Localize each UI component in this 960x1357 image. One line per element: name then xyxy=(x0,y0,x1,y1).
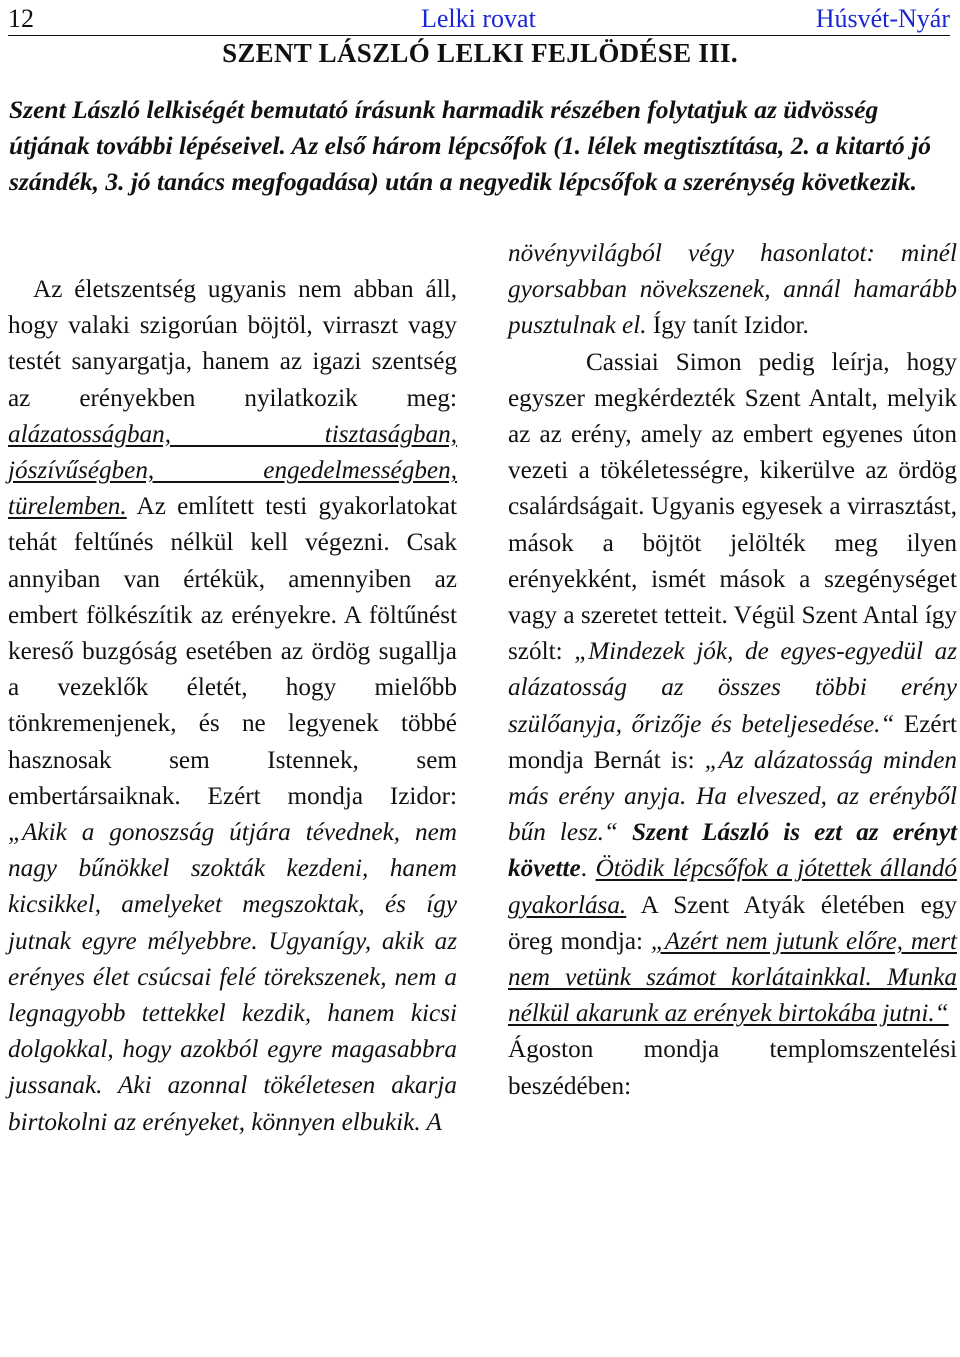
issue-link[interactable]: Húsvét-Nyár xyxy=(815,4,950,33)
emphasis-text: Szent László is ezt az erényt követte xyxy=(508,819,957,883)
body-text: Az életszentség ugyanis nem abban áll, hogy valaki szigorúan böjtöl, virraszt vagy testét sanyargatja, hanem az igazi szentség az erényekben nyilatkozik meg: xyxy=(8,276,457,412)
right-column xyxy=(508,236,957,1105)
izidor-quote: „Akik a gonoszság útjára tévednek, nem nagy bűnökkel szokták kezdeni, hanem kicsikkel, amelyeket megszoktak, és így jutnak egyre mélyebbre. Ugyanígy, akik az erényes élet csúcsai felé törekszenek, nem a legnagyobb tettekkel kezdik, hanem kicsi dolgokkal, hogy azokból egyre magasabbra jussanak. Aki azonnal tökéletesen akarja birtokolni az erényeket, könnyen elbukik. A xyxy=(8,819,457,1136)
body-text: . xyxy=(580,855,596,883)
virtues-list: alázatosságban, tisztaságban, jószívűségben, engedelmességben, türelemben. xyxy=(8,420,457,521)
body-text: A Szent Atyák életében egy öreg mondja: xyxy=(508,891,957,955)
right-paragraph-last: Ágoston mondja templomszentelési beszédében: xyxy=(508,1036,957,1100)
right-paragraph-continued xyxy=(508,236,957,345)
antal-quote: „Mindezek jók, de egyes-egyedül az alázatosság az összes többi erény szülőanyja, őrizője és beteljesedése.“ xyxy=(508,638,957,738)
bernat-quote: „Az alázatosság minden más erény anyja. Ha elveszed, az erényből bűn lesz.“ xyxy=(508,746,957,847)
section-link[interactable]: Lelki rovat xyxy=(421,4,536,33)
fifth-step-heading: Ötödik lépcsőfok a jótettek állandó gyakorlása. xyxy=(508,855,958,919)
body-text: Ezért mondja Bernát is: xyxy=(508,710,957,774)
body-text: Cassiai Simon pedig leírja, hogy egyszer megkérdezték Szent Antalt, melyik az az erény, amely az embert egyenes úton vezeti a tökéletességre, kikerülve az ördög csalárdságait. Ugyanis egyesek a virrasztást, mások a böjtöt jelölték meg ilyen erényekként, ismét mások a szegénységet vagy a szeretet tetteit. Végül Szent Antal így szólt: xyxy=(508,348,957,666)
article-intro: Szent László lelkiségét bemutató írásunk harmadik részében folytatjuk az üdvösség útjának további lépéseivel. Az első három lépcsőfok (1. lélek megtisztítása, 2. a kitartó jó szándék, 3. jó tanács megfogadása) után a negyedik lépcsőfok a szerénység következik. xyxy=(9,95,931,197)
page-header xyxy=(8,2,950,36)
left-paragraph xyxy=(8,272,457,1141)
right-paragraph xyxy=(508,345,957,1033)
izidor-quote-end: növényvilágból végy hasonlatot: minél gyorsabban növekszenek, annál hamarább pusztulnak el. xyxy=(508,240,957,340)
body-text: Az említett testi gyakorlatokat tehát feltűnés nélkül kell végezni. Csak annyiban van értékük, amennyiben az embert fölkészítik az erényekre. A föltűnést kereső buzgóság esetében az ördög sugallja a vezeklők életét, hogy mielőbb tönkremenjenek, és ne legyenek többé hasznosak sem Istennek, sem embertársaiknak. Ezért mondja Izidor: xyxy=(8,493,457,810)
page-number: 12 xyxy=(8,4,34,33)
article-title: SZENT LÁSZLÓ LELKI FEJLÖDÉSE III. xyxy=(222,38,738,68)
left-column xyxy=(8,272,457,1141)
body-text: Így tanít Izidor. xyxy=(646,312,809,340)
elder-quote: „Azért nem jutunk előre, mert nem vetünk számot korlátainkkal. Munka nélkül akarunk az erények birtokába jutni.“ xyxy=(508,927,957,1028)
